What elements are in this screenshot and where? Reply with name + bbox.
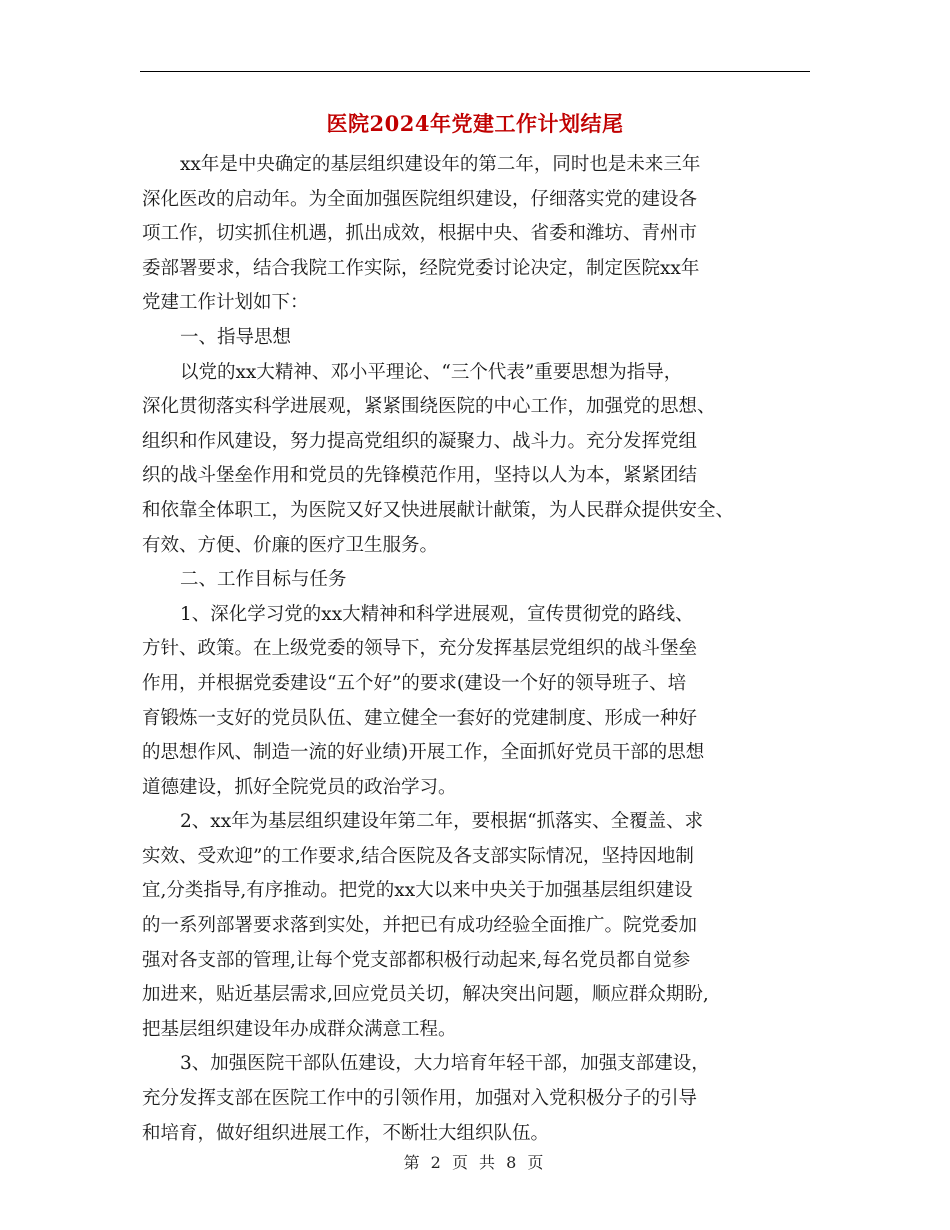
text-line: 3、加强医院干部队伍建设，大力培育年轻干部，加强支部建设， <box>180 1053 710 1075</box>
document-body <box>142 148 810 1151</box>
text-line: 的思想作风、制造一流的好业绩)开展工作，全面抓好党员干部的思想 <box>142 742 705 764</box>
text-line: 深化贯彻落实科学进展观，紧紧围绕医院的中心工作，加强党的思想、 <box>142 396 716 418</box>
text-line: 强对各支部的管理,让每个党支部都积极行动起来,每名党员都自觉参 <box>142 949 691 971</box>
text-line: 2、xx年为基层组织建设年第二年，要根据“抓落实、全覆盖、求 <box>180 811 704 833</box>
text-line: 1、深化学习党的xx大精神和科学进展观，宣传贯彻党的路线、 <box>180 603 694 625</box>
text-line: 和依靠全体职工，为医院又好又快进展献计献策，为人民群众提供安全、 <box>142 499 735 521</box>
text-line: 道德建设，抓好全院党员的政治学习。 <box>142 776 457 798</box>
text-line: 深化医改的启动年。为全面加强医院组织建设，仔细落实党的建设各 <box>142 188 698 210</box>
text-line: 和培育，做好组织进展工作，不断壮大组织队伍。 <box>142 1122 550 1144</box>
text-line: 织的战斗堡垒作用和党员的先锋模范作用，坚持以人为本，紧紧团结 <box>142 465 698 487</box>
text-line: 宜,分类指导,有序推动。把党的xx大以来中央关于加强基层组织建设 <box>142 880 693 902</box>
text-line: 组织和作风建设，努力提高党组织的凝聚力、战斗力。充分发挥党组 <box>142 430 698 452</box>
text-line: 的一系列部署要求落到实处，并把已有成功经验全面推广。院党委加 <box>142 915 698 937</box>
text-line: 育锻炼一支好的党员队伍、建立健全一套好的党建制度、形成一种好 <box>142 707 698 729</box>
text-line: 委部署要求，结合我院工作实际，经院党委讨论决定，制定医院xx年 <box>142 257 700 279</box>
header-rule <box>140 71 810 72</box>
text-line: 二、工作目标与任务 <box>180 569 347 591</box>
text-line: 党建工作计划如下： <box>142 292 309 314</box>
text-line: 一、指导思想 <box>180 326 292 348</box>
text-line: 把基层组织建设年办成群众满意工程。 <box>142 1018 457 1040</box>
page-number-footer: 第 2 页 共 8 页 <box>403 1153 547 1172</box>
text-line: 方针、政策。在上级党委的领导下，充分发挥基层党组织的战斗堡垒 <box>142 638 698 660</box>
text-line: xx年是中央确定的基层组织建设年的第二年，同时也是未来三年 <box>180 154 701 175</box>
document-title: 医院2024年党建工作计划结尾 <box>326 111 624 136</box>
text-line: 充分发挥支部在医院工作中的引领作用，加强对入党积极分子的引导 <box>142 1088 698 1110</box>
text-line: 项工作，切实抓住机遇，抓出成效，根据中央、省委和潍坊、青州市 <box>142 223 698 245</box>
text-line: 有效、方便、价廉的医疗卫生服务。 <box>142 534 439 556</box>
text-line: 加进来，贴近基层需求,回应党员关切，解决突出问题，顺应群众期盼, <box>142 984 709 1006</box>
text-line: 以党的xx大精神、邓小平理论、“三个代表”重要思想为指导， <box>180 361 683 383</box>
text-line: 作用，并根据党委建设“五个好”的要求(建设一个好的领导班子、培 <box>142 672 687 694</box>
text-line: 实效、受欢迎”的工作要求,结合医院及各支部实际情况，坚持因地制 <box>142 845 694 867</box>
